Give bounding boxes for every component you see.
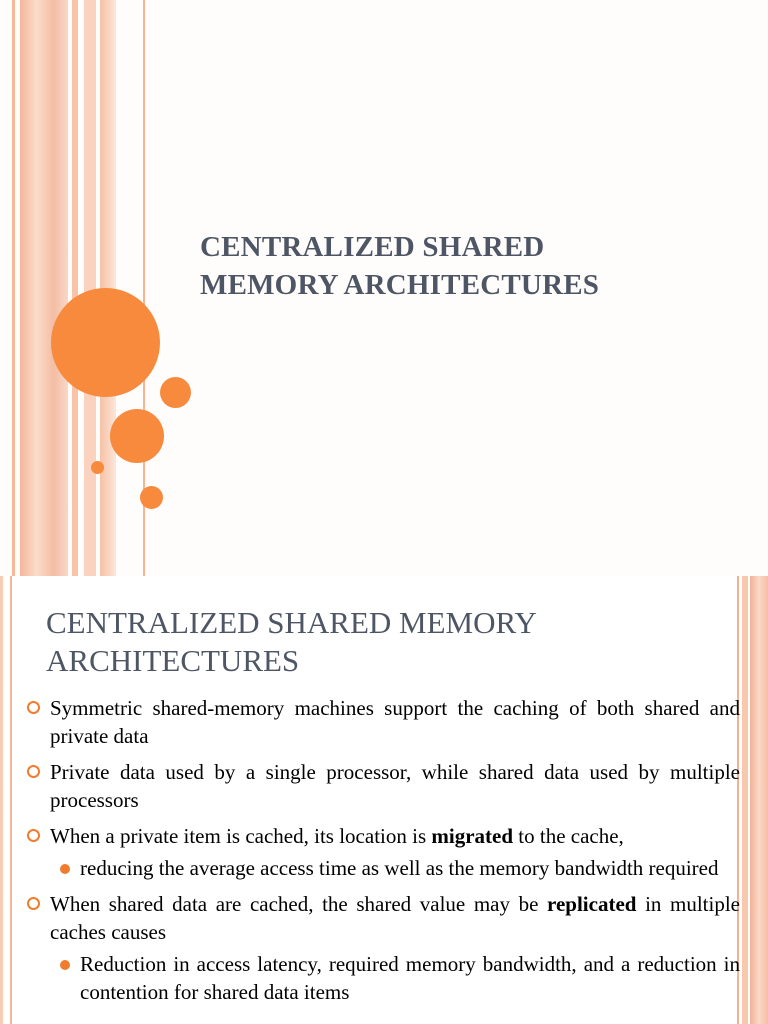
bullet-item — [24, 890, 740, 1006]
bullet-text: When a private item is cached, its location is migrated to the cache, — [50, 824, 624, 848]
decor-circle-small — [91, 461, 104, 474]
bullet-text: When shared data are cached, the shared value may be replicated in multiple caches causes — [50, 892, 740, 944]
sub-bullet-list — [50, 950, 740, 1006]
decor-stripe — [0, 576, 3, 1024]
decor-stripe — [12, 0, 15, 576]
decor-circle — [110, 409, 164, 463]
bullet-list — [24, 694, 740, 1014]
decor-stripe — [10, 576, 12, 1024]
bullet-item — [24, 822, 740, 882]
bullet-text: Private data used by a single processor, while shared data used by multiple processors — [50, 760, 740, 812]
sub-bullet-item — [50, 950, 740, 1006]
emphasis-text: migrated — [431, 824, 514, 848]
sub-bullet-item — [50, 854, 740, 882]
ring-bullet-icon — [27, 765, 40, 778]
sub-bullet-list — [50, 854, 740, 882]
sub-bullet-text: Reduction in access latency, required memory bandwidth, and a reduction in contention for shared data items — [80, 952, 740, 1004]
bullet-item — [24, 694, 740, 750]
decor-stripe — [20, 0, 68, 576]
emphasis-text: replicated — [547, 892, 637, 916]
slide-title: CENTRALIZED SHARED MEMORY ARCHITECTURES — [200, 231, 600, 301]
decor-circle — [160, 377, 191, 408]
ring-bullet-icon — [27, 897, 40, 910]
content-slide — [0, 576, 768, 1024]
dot-bullet-icon — [60, 864, 70, 874]
ring-bullet-icon — [27, 701, 40, 714]
decor-stripe — [72, 0, 78, 576]
dot-bullet-icon — [60, 960, 70, 970]
decor-circle-large — [51, 288, 160, 397]
bullet-text: Symmetric shared-memory machines support the caching of both shared and private data — [50, 696, 740, 748]
slide-title: CENTRALIZED SHARED MEMORY ARCHITECTURES — [46, 605, 537, 678]
decor-stripe — [750, 576, 768, 1024]
decor-circle — [140, 486, 163, 509]
sub-bullet-text: reducing the average access time as well as the memory bandwidth required — [80, 856, 719, 880]
ring-bullet-icon — [27, 829, 40, 842]
bullet-item — [24, 758, 740, 814]
decor-stripe — [742, 576, 748, 1024]
